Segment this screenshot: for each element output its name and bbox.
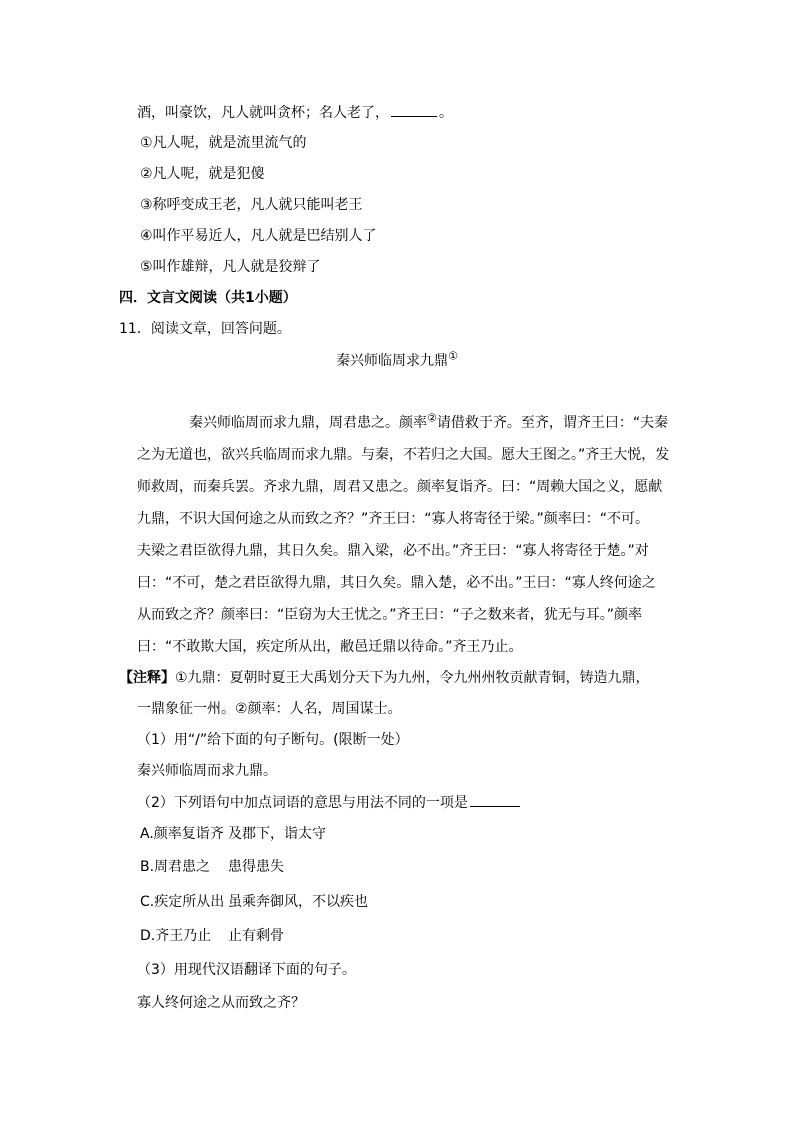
annotation-text-1: ①九鼎：夏朝时夏王大禹划分天下为九州，令九州州牧贡献青铜，铸造九鼎， bbox=[175, 670, 650, 686]
q3-prompt: （3）用现代汉语翻译下面的句子。 bbox=[137, 962, 356, 978]
passage-line-5: 夫梁之君臣欲得九鼎，其日久矣。鼎入梁，必不出。”齐王曰：“寡人将寄径于楚。”对 bbox=[137, 543, 649, 559]
q2-prompt bbox=[137, 792, 520, 812]
passage-line-1 bbox=[189, 413, 668, 433]
passage-line-4: 九鼎，不识大国何途之从而致之齐？”齐王曰：“寡人将寄径于梁。”颜率曰：“不可。 bbox=[137, 511, 650, 527]
passage-line-6: 曰：“不可，楚之君臣欲得九鼎，其日久矣。鼎入楚，必不出。”王曰：“寡人终何途之 bbox=[137, 575, 656, 591]
q2-option-c-label: C.疾定所从出 bbox=[140, 894, 225, 910]
q2-option-d-label: D.齐王乃止 bbox=[140, 928, 212, 944]
answer-blank[interactable] bbox=[391, 102, 437, 117]
question-stem: 11．阅读文章，回答问题。 bbox=[119, 321, 291, 337]
q1-sentence: 秦兴师临周而求九鼎。 bbox=[137, 763, 277, 779]
passage-footnote-marker: ② bbox=[427, 411, 437, 425]
choice-1: ①凡人呢，就是流里流气的 bbox=[140, 135, 307, 151]
q2-option-d[interactable] bbox=[140, 926, 284, 946]
passage-line-8: 曰：“不敢欺大国，疾定所从出，敝邑迁鼎以待命。”齐王乃止。 bbox=[137, 639, 523, 655]
q2-prompt-text: （2）下列语句中加点词语的意思与用法不同的一项是 bbox=[137, 795, 468, 811]
q2-option-c-compare: 虽乘奔御风，不以疾也 bbox=[228, 894, 368, 910]
q3-sentence: 寡人终何途之从而致之齐？ bbox=[137, 995, 305, 1011]
passage-line-7: 从而致之齐？颜率曰：“臣窃为大王忧之。”齐王曰：“子之数来者，犹无与耳。”颜率 bbox=[137, 607, 643, 623]
annotation-line-2: 一鼎象征一州。②颜率：人名，周国谋士。 bbox=[137, 701, 402, 717]
annotation-line-1 bbox=[119, 668, 650, 688]
intro-text: 酒，叫豪饮，凡人就叫贪杯；名人老了， bbox=[137, 105, 389, 121]
section-heading: 四．文言文阅读（共1小题） bbox=[119, 290, 297, 306]
choice-4: ④叫作平易近人，凡人就是巴结别人了 bbox=[140, 228, 377, 244]
annotation-label: 【注释】 bbox=[119, 670, 175, 686]
q2-option-a-label: A.颜率复诣齐 bbox=[140, 826, 224, 842]
passage-title bbox=[0, 351, 794, 371]
q2-option-b-compare: 患得患失 bbox=[228, 859, 284, 875]
q2-option-b[interactable] bbox=[140, 857, 284, 877]
choice-3: ③称呼变成王老，凡人就只能叫老王 bbox=[140, 197, 363, 213]
q2-option-d-compare: 止有剩骨 bbox=[228, 928, 284, 944]
q2-option-c[interactable] bbox=[140, 892, 368, 912]
q2-option-b-label: B.周君患之 bbox=[140, 859, 211, 875]
choice-2: ②凡人呢，就是犯傻 bbox=[140, 166, 265, 182]
q2-option-a-compare: 及郡下，诣太守 bbox=[228, 826, 326, 842]
passage-title-text: 秦兴师临周求九鼎 bbox=[336, 353, 449, 369]
passage-line-1-pre: 秦兴师临周而求九鼎，周君患之。颜率 bbox=[189, 415, 427, 431]
q2-answer-blank[interactable] bbox=[470, 792, 520, 807]
passage-line-1-post: 请借救于齐。至齐，谓齐王曰：“夫秦 bbox=[436, 415, 669, 431]
q1-prompt: （1）用“/”给下面的句子断句。(限断一处） bbox=[137, 732, 409, 748]
intro-line bbox=[137, 102, 453, 122]
intro-end: 。 bbox=[439, 105, 453, 121]
passage-line-2: 之为无道也，欲兴兵临周而求九鼎。与秦，不若归之大国。愿大王图之。”齐王大悦，发 bbox=[137, 447, 670, 463]
q2-option-a[interactable] bbox=[140, 824, 326, 844]
choice-5: ⑤叫作雄辩，凡人就是狡辩了 bbox=[140, 259, 321, 275]
title-footnote-marker: ① bbox=[448, 349, 458, 363]
passage-line-3: 师救周，而秦兵罢。齐求九鼎，周君又患之。颜率复诣齐。曰：“周赖大国之义，愿献 bbox=[137, 479, 663, 495]
